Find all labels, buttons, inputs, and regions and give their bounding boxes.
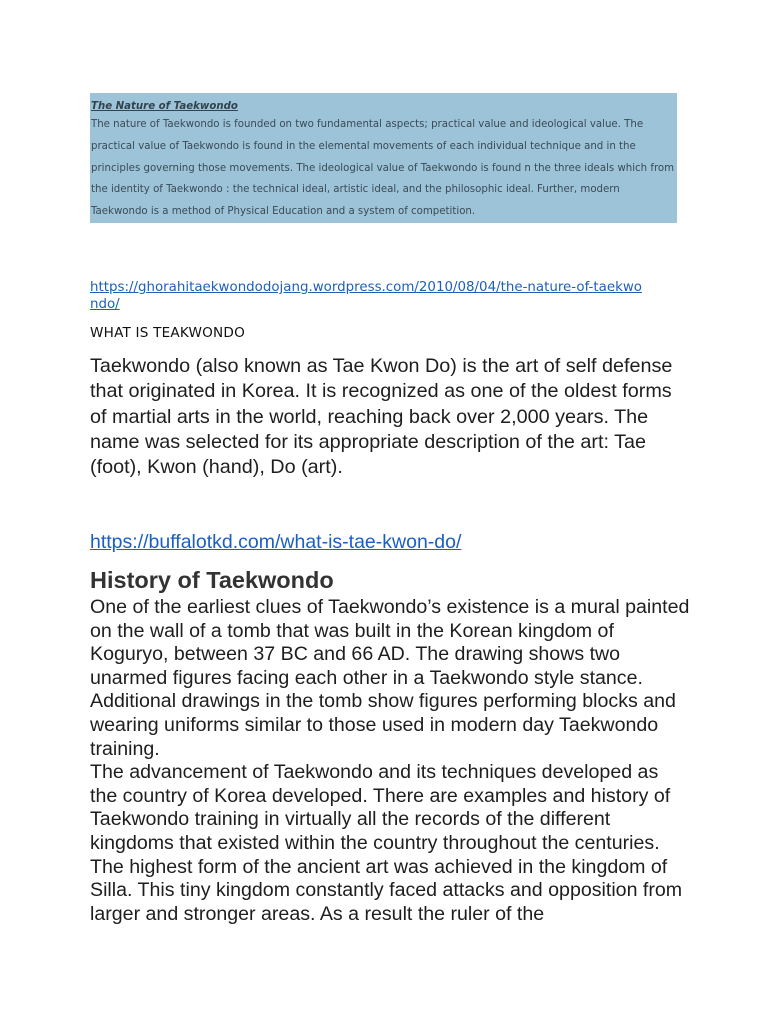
history-paragraph-1: One of the earliest clues of Taekwondo’s existence is a mural painted on the wall of a tomb that was built in the Korean kingdom of Koguryo, between 37 BC and 66 AD. The drawing shows two unarmed figures facing each other in a Taekwondo style stance. Additional drawings in the tomb show figures performing blocks and wearing uniforms similar to those used in modern day Taekwondo training. (90, 596, 690, 760)
nature-of-taekwondo-box (90, 93, 677, 223)
nature-title: The Nature of Taekwondo (91, 101, 238, 112)
source-link-buffalotkd[interactable]: https://buffalotkd.com/what-is-tae-kwon-do/ (90, 531, 462, 553)
what-is-taekwondo-paragraph: Taekwondo (also known as Tae Kwon Do) is the art of self defense that originated in Korea. It is recognized as one of the oldest forms of martial arts in the world, reaching back over 2,000 years. The name was selected for its appropriate description of the art: Tae (foot), Kwon (hand), Do (art). (90, 355, 673, 479)
source-link-nature[interactable]: https://ghorahitaekwondodojang.wordpress.com/2010/08/04/the-nature-of-taekwondo/ (90, 280, 642, 312)
nature-body: The nature of Taekwondo is founded on two fundamental aspects; practical value and ideological value. The practical value of Taekwondo is found in the elemental movements of each individual technique and in the principles governing those movements. The ideological value of Taekwondo is found n the three ideals which from the identity of Taekwondo : the technical ideal, artistic ideal, and the philosophic ideal. Further, modern Taekwondo is a method of Physical Education and a system of competition. (91, 119, 675, 218)
history-heading: History of Taekwondo (90, 567, 334, 593)
history-paragraph-2: The advancement of Taekwondo and its techniques developed as the country of Korea developed. There are examples and history of Taekwondo training in virtually all the records of the different kingdoms that existed within the country throughout the centuries. The highest form of the ancient art was achieved in the kingdom of Silla. This tiny kingdom constantly faced attacks and opposition from larger and stronger areas. As a result the ruler of the (90, 761, 683, 925)
history-body (90, 596, 690, 926)
what-is-taekwondo-heading: WHAT IS TEAKWONDO (90, 325, 245, 341)
